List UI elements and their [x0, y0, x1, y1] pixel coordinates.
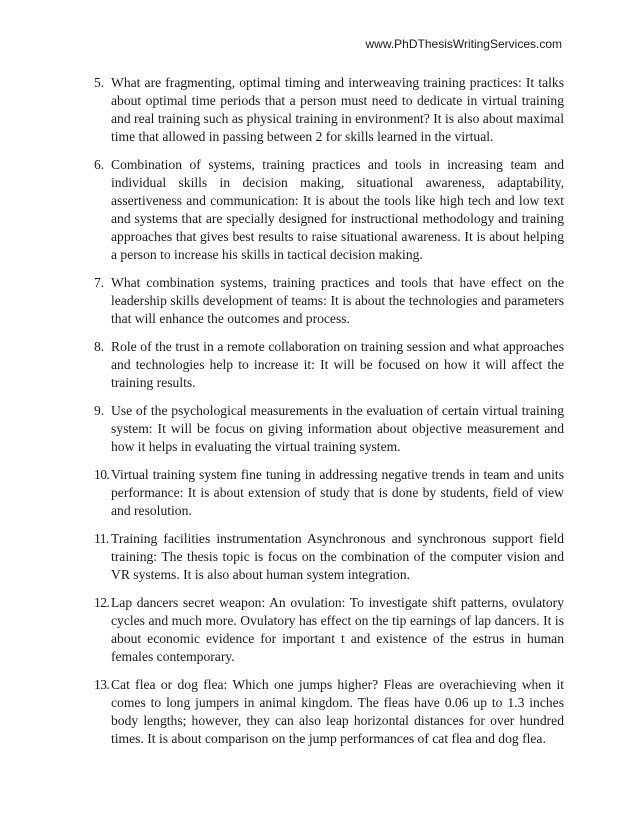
list-item-number: 11. [94, 531, 109, 546]
header-website-link[interactable]: www.PhDThesisWritingServices.com [365, 37, 562, 51]
list-item-number: 7. [94, 275, 105, 290]
list-item-number: 12. [94, 595, 110, 610]
list-item-text: What are fragmenting, optimal timing and interweaving training practices: It talks about optimal time periods that a person must need to dedicate in virtual training and real training such as physical training in environment? It is also about maximal time that allowed in passing between 2 for skills learned in the virtual. [111, 75, 564, 144]
list-item-number: 9. [94, 403, 105, 418]
list-item [94, 156, 564, 264]
list-item-text: Cat flea or dog flea: Which one jumps higher? Fleas are overachieving when it comes to long jumpers in animal kingdom. The fleas have 0.06 up to 1.3 inches body lengths; however, they can also leap horizontal distances for over hundred times. It is about comparison on the jump performances of cat flea and dog flea. [111, 677, 564, 746]
list-item-number: 13. [94, 677, 110, 692]
list-item-number: 6. [94, 157, 105, 172]
list-item-text: Combination of systems, training practices and tools in increasing team and individual skills in decision making, situational awareness, adaptability, assertiveness and communication: It is about the tools like high tech and low text and systems that are specially designed for instructional methodology and training approaches that gives best results to raise situational awareness. It is about helping a person to increase his skills in tactical decision making. [111, 157, 564, 262]
list-item-text: Training facilities instrumentation Asynchronous and synchronous support field training: The thesis topic is focus on the combination of the computer vision and VR systems. It is also about human system integration. [111, 531, 564, 582]
list-item [94, 402, 564, 456]
list-item-number: 10. [94, 467, 110, 482]
list-item [94, 676, 564, 748]
numbered-topic-list [94, 74, 564, 758]
list-item [94, 74, 564, 146]
list-item-text: Use of the psychological measurements in the evaluation of certain virtual training system: It will be focus on giving information about objective measurement and how it helps in evaluating the virtual training system. [111, 403, 564, 454]
list-item-text: Role of the trust in a remote collaboration on training session and what approaches and technologies help to increase it: It will be focused on how it will affect the training results. [111, 339, 564, 390]
list-item [94, 594, 564, 666]
list-item [94, 466, 564, 520]
list-item-text: What combination systems, training practices and tools that have effect on the leadership skills development of teams: It is about the technologies and parameters that will enhance the outcomes and process. [111, 275, 564, 326]
list-item [94, 530, 564, 584]
list-item-number: 8. [94, 339, 105, 354]
list-item-text: Lap dancers secret weapon: An ovulation: To investigate shift patterns, ovulatory cycles and much more. Ovulatory has effect on the tip earnings of lap dancers. It is about economic evidence for important t and existence of the estrus in human females contemporary. [111, 595, 564, 664]
list-item-number: 5. [94, 75, 105, 90]
list-item [94, 338, 564, 392]
list-item [94, 274, 564, 328]
list-item-text: Virtual training system fine tuning in addressing negative trends in team and units performance: It is about extension of study that is done by students, field of view and resolution. [111, 467, 564, 518]
